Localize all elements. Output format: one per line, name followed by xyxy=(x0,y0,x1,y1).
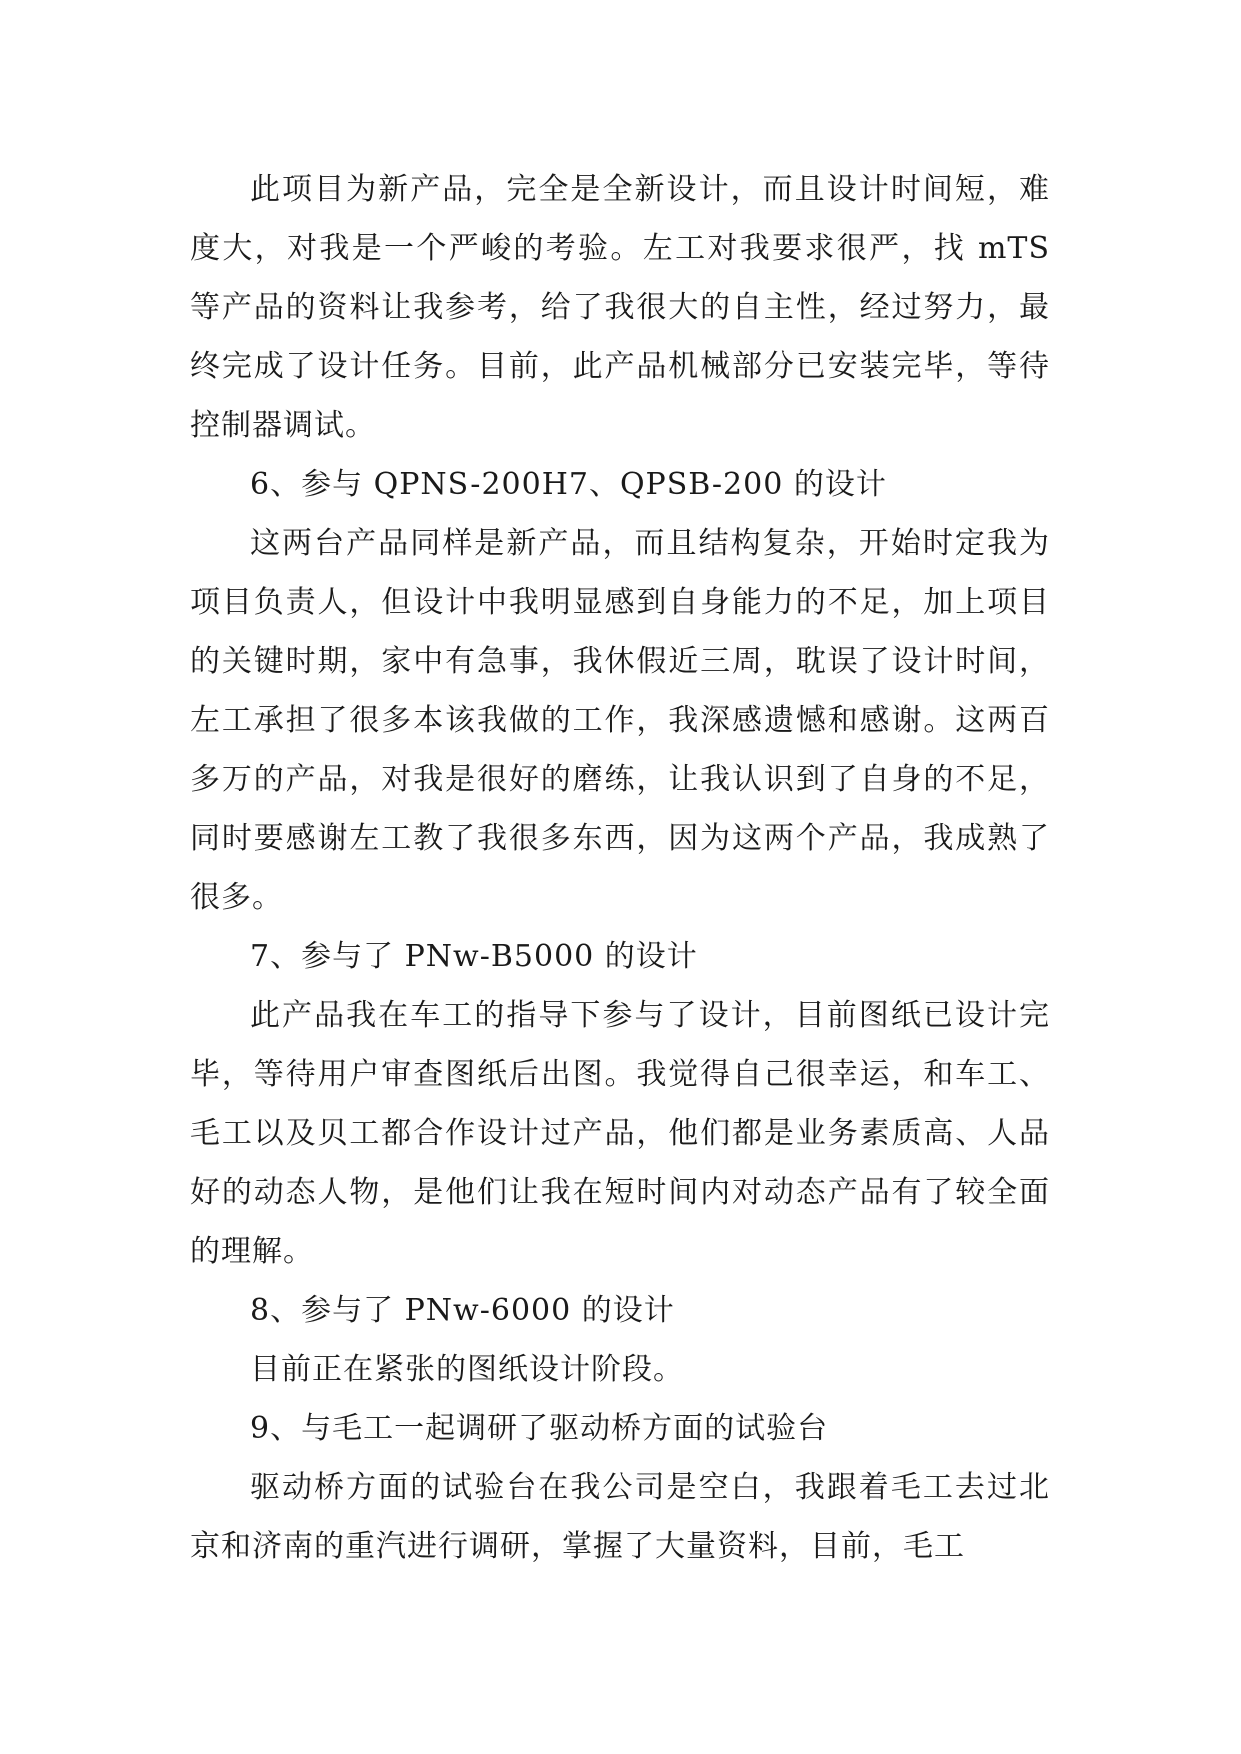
document-body xyxy=(190,160,1050,1576)
section-heading-7: 7、参与了 PNw-B5000 的设计 xyxy=(250,939,698,974)
paragraph-project-intro: 此项目为新产品，完全是全新设计，而且设计时间短，难度大，对我是一个严峻的考验。左工对我要求很严，找 mTS 等产品的资料让我参考，给了我很大的自主性，经过努力，最终完成了设计任务。目前，此产品机械部分已安装完毕，等待控制器调试。 xyxy=(190,172,1050,443)
paragraph-section-7: 此产品我在车工的指导下参与了设计，目前图纸已设计完毕，等待用户审查图纸后出图。我觉得自己很幸运，和车工、毛工以及贝工都合作设计过产品，他们都是业务素质高、人品好的动态人物，是他们让我在短时间内对动态产品有了较全面的理解。 xyxy=(190,998,1050,1269)
paragraph-section-8: 目前正在紧张的图纸设计阶段。 xyxy=(250,1352,684,1387)
paragraph-section-6: 这两台产品同样是新产品，而且结构复杂，开始时定我为项目负责人，但设计中我明显感到自身能力的不足，加上项目的关键时期，家中有急事，我休假近三周，耽误了设计时间，左工承担了很多本该我做的工作，我深感遗憾和感谢。这两百多万的产品，对我是很好的磨练，让我认识到了自身的不足，同时要感谢左工教了我很多东西，因为这两个产品，我成熟了很多。 xyxy=(190,526,1050,915)
section-heading-8: 8、参与了 PNw-6000 的设计 xyxy=(250,1293,675,1328)
section-heading-9: 9、与毛工一起调研了驱动桥方面的试验台 xyxy=(250,1411,829,1446)
section-heading-6: 6、参与 QPNS-200H7、QPSB-200 的设计 xyxy=(250,467,887,502)
paragraph-section-9: 驱动桥方面的试验台在我公司是空白，我跟着毛工去过北京和济南的重汽进行调研，掌握了大量资料，目前，毛工 xyxy=(190,1470,1050,1564)
